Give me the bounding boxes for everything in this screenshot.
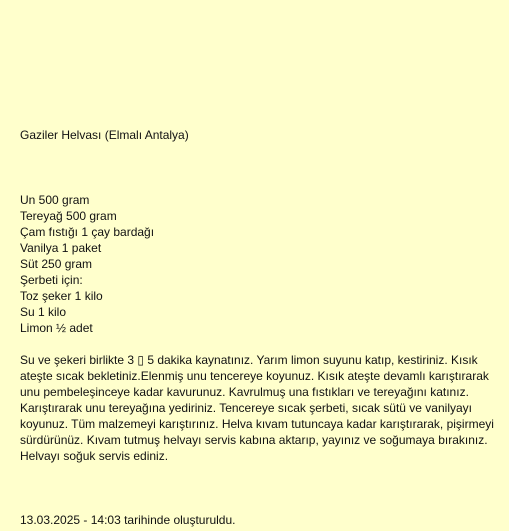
ingredient-item: Çam fıstığı 1 çay bardağı (20, 225, 155, 239)
ingredient-item: Süt 250 gram (20, 257, 93, 271)
created-timestamp: 13.03.2025 - 14:03 tarihinde oluşturuldu. (20, 513, 236, 527)
ingredient-item: Vanilya 1 paket (20, 241, 102, 255)
ingredient-item: Limon ½ adet (20, 321, 93, 335)
ingredient-section-heading: Şerbeti için: (20, 273, 83, 287)
ingredient-item: Su 1 kilo (20, 305, 67, 319)
ingredient-item: Toz şeker 1 kilo (20, 289, 103, 303)
ingredient-item: Tereyağ 500 gram (20, 209, 117, 223)
recipe-title: Gaziler Helvası (Elmalı Antalya) (20, 128, 189, 142)
ingredient-list (20, 192, 154, 336)
ingredient-item: Un 500 gram (20, 193, 90, 207)
recipe-instructions: Su ve şekeri birlikte 3 ▯ 5 dakika kaynatınız. Yarım limon suyunu katıp, kestiriniz. Kısık ateşte sıcak bekletiniz.Elenmiş unu tencereye koyunuz. Kısık ateşte devamlı karıştırarak unu pembeleşinceye kadar kavurunuz. Kavrulmuş una fıstıkları ve tereyağını katınız. Karıştırarak unu tereyağına yediriniz. Tencereye sıcak şerbeti, sıcak sütü ve vanilyayı koyunuz. Tüm malzemeyi karıştırınız. Helva kıvam tutuncaya kadar karıştırarak, pişirmeyi sürdürünüz. Kıvam tutmuş helvayı servis kabına aktarıp, yayınız ve soğumaya bırakınız. Helvayı soğuk servis ediniz. (20, 353, 494, 463)
